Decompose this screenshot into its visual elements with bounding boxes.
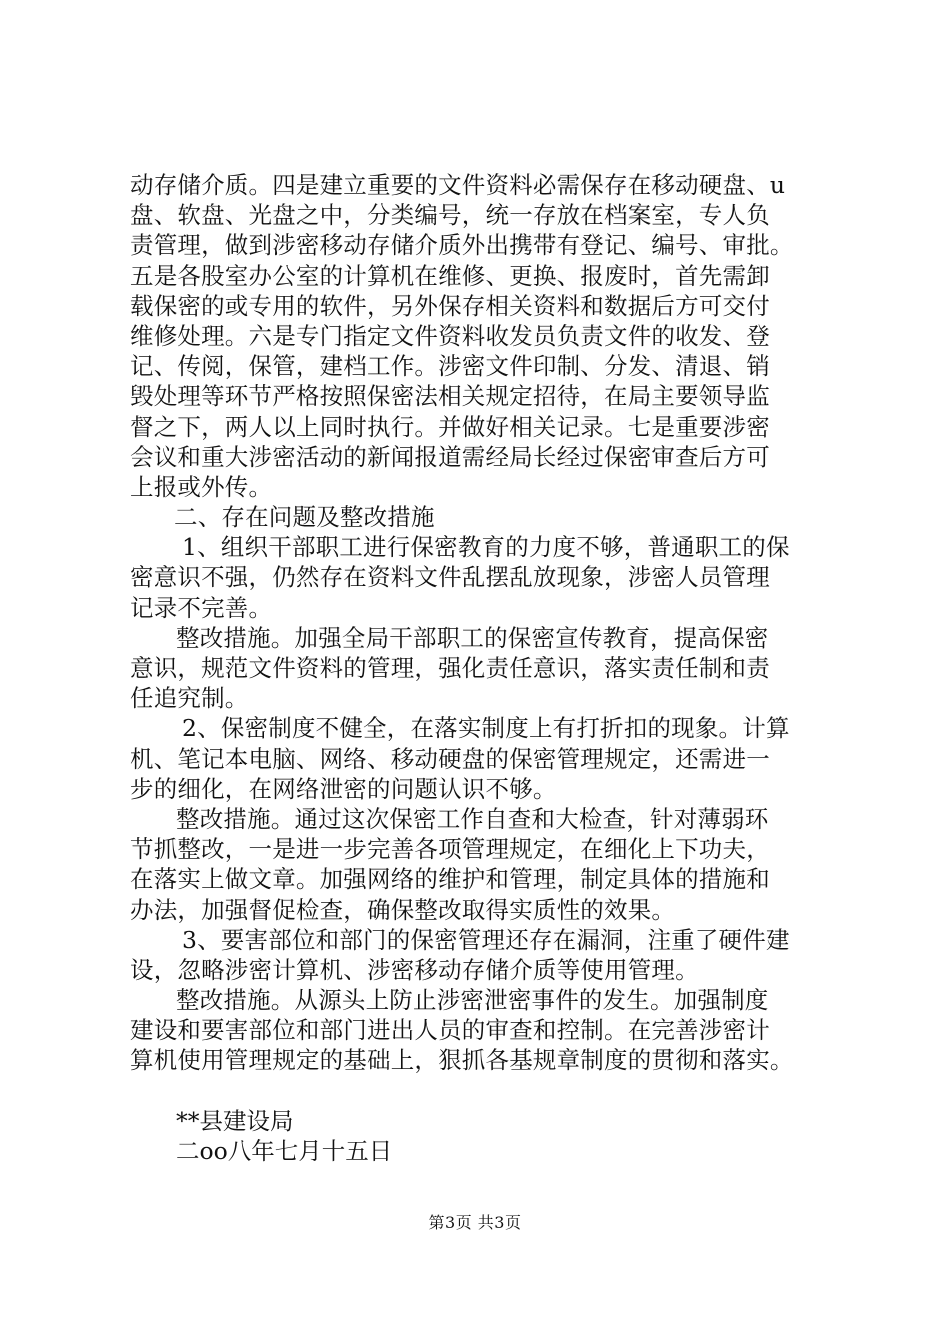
text-line: 五是各股室办公室的计算机在维修、更换、报废时，首先需卸 [130,261,770,290]
text-line: 设，忽略涉密计算机、涉密移动存储介质等使用管理。 [130,955,699,984]
document-body [130,170,850,1166]
signature-organization: **县建设局 [176,1106,294,1135]
text-line: 会议和重大涉密活动的新闻报道需经局长经过保密审查后方可 [130,442,770,471]
text-line: 3、要害部位和部门的保密管理还存在漏洞，注重了硬件建 [182,925,790,954]
text-line: 盘、软盘、光盘之中，分类编号，统一存放在档案室，专人负 [130,201,770,230]
text-line: 节抓整改，一是进一步完善各项管理规定，在细化上下功夫， [130,835,770,864]
text-line: 意识，规范文件资料的管理，强化责任意识，落实责任制和责 [130,654,770,682]
paragraph-spacer [130,1076,850,1106]
text-line: 1、组织干部职工进行保密教育的力度不够，普通职工的保 [182,533,790,562]
page-footer: 第3页 共3页 [428,1213,522,1232]
text-line: 整改措施。通过这次保密工作自查和大检查，针对薄弱环 [176,804,769,833]
text-line: 2、保密制度不健全，在落实制度上有打折扣的现象。计算 [182,714,790,743]
text-line: 记录不完善。 [130,593,273,622]
text-line: 整改措施。加强全局干部职工的保密宣传教育，提高保密 [176,623,769,652]
text-line: 二、存在问题及整改措施 [174,503,435,532]
text-line: 整改措施。从源头上防止涉密泄密事件的发生。加强制度 [176,986,769,1015]
text-line: 载保密的或专用的软件，另外保存相关资料和数据后方可交付 [130,291,770,320]
text-line: 机、笔记本电脑、网络、移动硬盘的保密管理规定，还需进一 [130,744,770,773]
signature-date: 二oo八年七月十五日 [176,1136,393,1165]
text-line: 动存储介质。四是建立重要的文件资料必需保存在移动硬盘、u [130,171,786,199]
text-line: 任追究制。 [130,684,249,713]
text-line: 毁处理等环节严格按照保密法相关规定招待，在局主要领导监 [130,382,770,411]
text-line: 步的细化，在网络泄密的问题认识不够。 [130,774,557,803]
text-line: 维修处理。六是专门指定文件资料收发员负责文件的收发、登 [130,321,770,350]
text-line: 办法，加强督促检查，确保整改取得实质性的效果。 [130,895,676,924]
text-line: 在落实上做文章。加强网络的维护和管理，制定具体的措施和 [130,865,770,894]
text-line: 建设和要害部位和部门进出人员的审查和控制。在完善涉密计 [130,1016,770,1045]
text-line: 算机使用管理规定的基础上，狠抓各基规章制度的贯彻和落实。 [130,1046,794,1075]
text-line: 上报或外传。 [130,472,273,501]
text-line: 责管理，做到涉密移动存储介质外出携带有登记、编号、审批。 [130,231,794,260]
text-line: 密意识不强，仍然存在资料文件乱摆乱放现象，涉密人员管理 [130,563,770,592]
text-line: 督之下，两人以上同时执行。并做好相关记录。七是重要涉密 [130,412,770,441]
text-line: 记、传阅，保管，建档工作。涉密文件印制、分发、清退、销 [130,352,770,381]
